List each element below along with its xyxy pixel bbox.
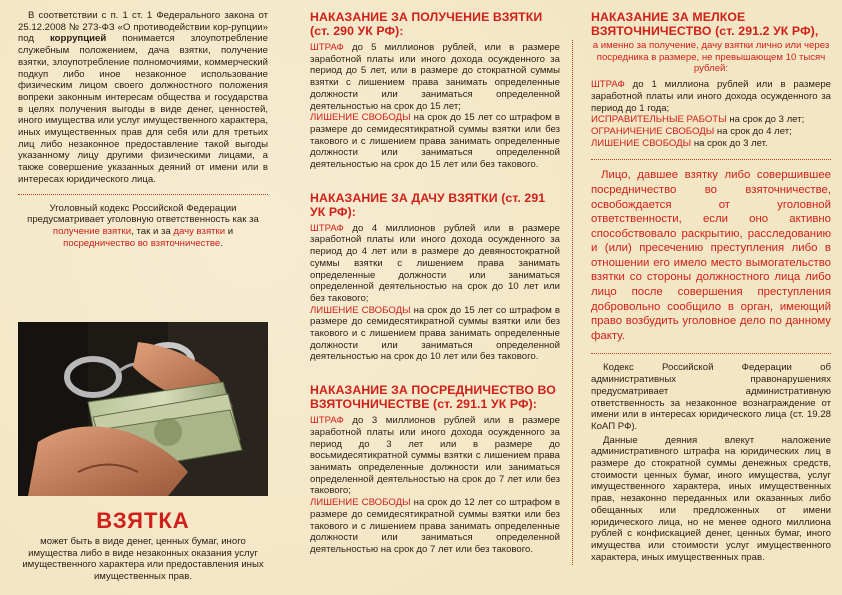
section-mediation-title: НАКАЗАНИЕ ЗА ПОСРЕДНИЧЕСТВО ВО ВЗЯТОЧНИЧЕСТВЕ (ст. 291.1 УК РФ): (310, 383, 556, 412)
divider (591, 159, 831, 160)
criminal-code-note: Уголовный кодекс Российской Федерации предусматривает уголовную ответственность как за получение взятки, так и за дачу взятки и посредничество во взяточничестве. (27, 202, 259, 249)
giving-prison: ЛИШЕНИЕ СВОБОДЫ на срок до 15 лет со штрафом в размере до семидесятикратной суммы взятки или без такового и с лишением права занимать определенные должности или заниматься определенной деятельностью на срок до 10 лет или без такового. (310, 304, 560, 363)
petty-subtitle: а именно за получение, дачу взятки лично или через посредника в размере, не превышающем 10 тысяч рублей: (592, 40, 830, 75)
section-petty-title: НАКАЗАНИЕ ЗА МЕЛКОЕ ВЗЯТОЧНИЧЕСТВО (ст. 291.2 УК РФ), (591, 10, 819, 38)
handcuffs-money-photo (18, 322, 268, 496)
middle-column (302, 0, 560, 595)
admin-code-note: Кодекс Российской Федерации об административных правонарушениях предусматривает административную ответственность за незаконное вознаграждение от имени или в интересах юридического лица (ст. 19.28 КоАП РФ). (591, 362, 831, 432)
giving-bribe-link: дачу взятки (173, 225, 226, 237)
receiving-prison: ЛИШЕНИЕ СВОБОДЫ на срок до 15 лет со штрафом в размере до семидесятикратной суммы взятки или без такового и с лишением права занимать определенные должности или заниматься определенной деятельностью на срок до 15 лет или без такового. (310, 112, 560, 171)
petty-correctional: ИСПРАВИТЕЛЬНЫЕ РАБОТЫ на срок до 3 лет; (591, 114, 805, 126)
receiving-bribe-link: получение взятки (52, 225, 132, 237)
section-giving-title: НАКАЗАНИЕ ЗА ДАЧУ ВЗЯТКИ (ст. 291 УК РФ): (310, 190, 546, 219)
bribe-block (18, 508, 268, 583)
corruption-term: коррупцией (49, 33, 107, 45)
right-column (583, 0, 841, 595)
release-note: Лицо, давшее взятку либо совершившее посредничество во взяточничестве, освобождается от уголовной ответственности, если оно активно способствовало раскрытию, расследованию и (или) пресечению преступления либо в отношении его имело место вымогательство взятки со стороны должностного лица либо лицо после совершения преступления добровольно сообщило в орган, имеющий право возбудить уголовное дело по данному факту. (591, 169, 831, 342)
mediation-fine: ШТРАФ до 3 миллионов рублей или в размере заработной платы или иного дохода осужденного за период до 3 лет или в размере до восьмидесятикратной суммы взятки с лишением права занимать определенные должности или заниматься определенной деятельностью на срок до 7 лет или без такового; (310, 415, 560, 497)
petty-prison: ЛИШЕНИЕ СВОБОДЫ на срок до 3 лет. (591, 137, 768, 149)
column-divider (572, 40, 573, 565)
corruption-definition: В соответствии с п. 1 ст. 1 Федерального закона от 25.12.2008 № 273-ФЗ «О противодействии кор-рупции» под коррупцией понимается злоупотребление служебным положением, дача взятки, получение взятки, злоупотребление полномочиями, коммерческий подкуп либо иное незаконное использование физическим лицом своего должностного положения вопреки законным интересам общества и государства в целях получения выгоды в виде денег, ценностей, иного имущества или услуг имущественного характера, иных имущественных прав для себя или для третьих лиц либо незаконное предоставление такой выгоды указанному лицу другими физическими лицами, а также совершение указанных деяний от имени или в интересах юридического лица. (18, 10, 268, 185)
giving-fine: ШТРАФ до 4 миллионов рублей или в размере заработной платы или иного дохода осужденного за период до 4 лет или в размере до девяностократной суммы взятки с лишением права занимать определенные должности или заниматься определенной деятельностью на срок до 10 лет или без такового; (310, 222, 560, 304)
mediation-prison: ЛИШЕНИЕ СВОБОДЫ на срок до 12 лет со штрафом в размере до семидесятикратной суммы взятки или без такового и с лишением права занимать определенные должности или заниматься определенной деятельностью на срок до 7 лет или без такового. (310, 497, 560, 555)
left-column (0, 0, 280, 595)
section-receiving-title: НАКАЗАНИЕ ЗА ПОЛУЧЕНИЕ ВЗЯТКИ (ст. 290 УК РФ): (310, 10, 543, 38)
bribe-title: ВЗЯТКА (96, 508, 190, 533)
bribe-description: может быть в виде денег, ценных бумаг, иного имущества либо в виде незаконных оказания услуг имущественного характера или предоставления иных имущественных прав. (22, 536, 264, 583)
admin-penalty-note: Данные деяния влекут наложение административного штрафа на юридических лиц в размере до стократной суммы денежных средств, стоимости ценных бумаг, иного имущества, услуг имущественного характера, иных имущественных прав, незаконно переданных или оказанных либо обещанных или предложенных от имени юридического лица, но не менее одного миллиона рублей с конфискацией денег, ценных бумаг, иного имущества или стоимости услуг имущественного характера, иных имущественных прав. (591, 434, 831, 563)
petty-restriction: ОГРАНИЧЕНИЕ СВОБОДЫ на срок до 4 лет; (591, 125, 792, 137)
divider (18, 194, 268, 195)
mediation-link: посредничество во взяточничестве (63, 237, 221, 249)
receiving-fine: ШТРАФ до 5 миллионов рублей, или в размере заработной платы или иного дохода осужденного за период до 5 лет, или в размере до стократной суммы взятки с лишением права занимать определенные должности или заниматься определенной деятельностью на срок до 15 лет; (310, 42, 560, 112)
divider (591, 353, 831, 354)
petty-fine: ШТРАФ до 1 миллиона рублей или в размере заработной платы или иного дохода осужденного за период до 1 года; (591, 79, 831, 114)
handcuffs-money-image (18, 322, 268, 496)
